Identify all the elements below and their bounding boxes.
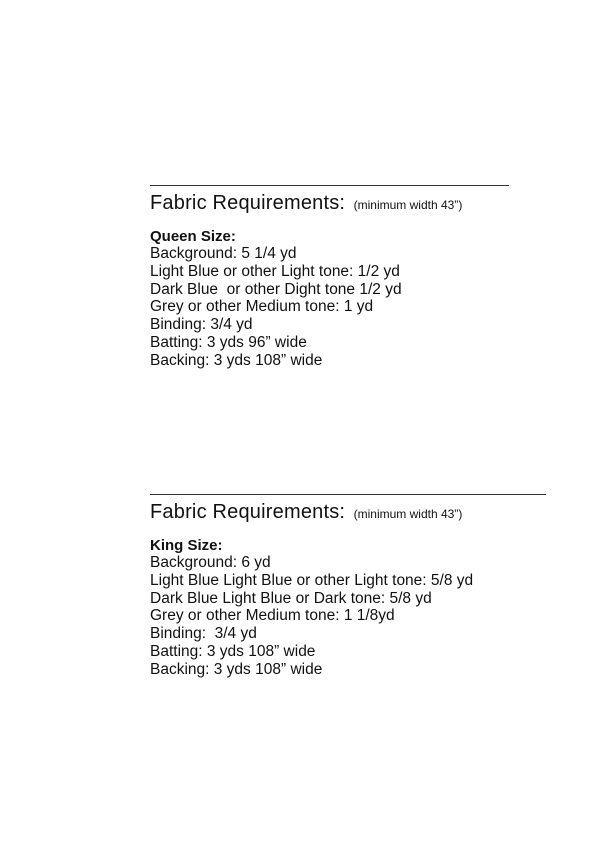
- queen-divider: [150, 185, 509, 186]
- list-item: Backing: 3 yds 108” wide: [150, 351, 323, 369]
- list-item: Batting: 3 yds 96” wide: [150, 333, 307, 351]
- king-width-note: (minimum width 43”): [353, 507, 463, 521]
- queen-requirements-list: [150, 245, 509, 370]
- king-divider: [150, 494, 546, 495]
- list-item: Light Blue Light Blue or other Light tone: 5/8 yd: [150, 571, 474, 589]
- king-requirements-list: [150, 554, 546, 679]
- list-item: Batting: 3 yds 108” wide: [150, 642, 316, 660]
- list-item: Binding: 3/4 yd: [150, 316, 253, 334]
- list-item: Grey or other Medium tone: 1 yd: [150, 298, 374, 316]
- list-item: Binding: 3/4 yd: [150, 625, 257, 643]
- king-heading: Fabric Requirements:: [150, 501, 346, 523]
- list-item: Backing: 3 yds 108” wide: [150, 660, 323, 678]
- queen-size-label: Queen Size:: [150, 228, 236, 245]
- king-size-label: King Size:: [150, 537, 223, 554]
- list-item: Dark Blue Light Blue or Dark tone: 5/8 yd: [150, 589, 432, 607]
- king-heading-row: [150, 499, 546, 527]
- list-item: Light Blue or other Light tone: 1/2 yd: [150, 262, 400, 280]
- queen-heading-row: [150, 190, 509, 218]
- list-item: Grey or other Medium tone: 1 1/8yd: [150, 607, 395, 625]
- king-fabric-section: [150, 494, 546, 679]
- list-item: Background: 5 1/4 yd: [150, 245, 297, 262]
- list-item: Dark Blue or other Dight tone 1/2 yd: [150, 280, 402, 298]
- queen-heading: Fabric Requirements:: [150, 192, 346, 214]
- queen-fabric-section: [150, 185, 509, 370]
- queen-width-note: (minimum width 43”): [353, 198, 463, 212]
- list-item: Background: 6 yd: [150, 554, 271, 571]
